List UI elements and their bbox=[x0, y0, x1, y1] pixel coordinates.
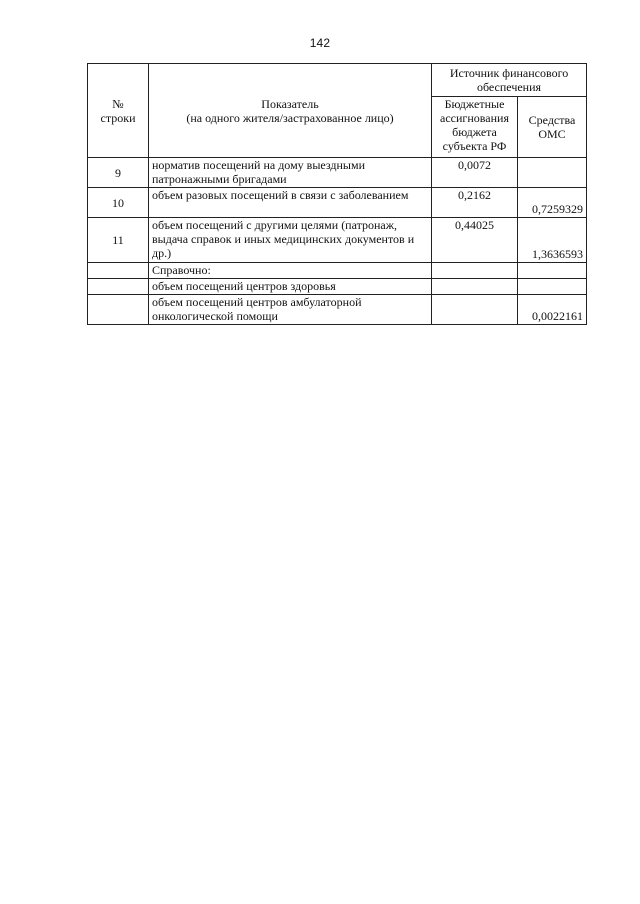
header-budget bbox=[432, 97, 518, 158]
table-row bbox=[88, 263, 587, 279]
row-oms: 1,3636593 bbox=[518, 218, 587, 263]
table-row bbox=[88, 295, 587, 325]
header-oms bbox=[518, 97, 587, 158]
header-budget-text: Бюджетные ассигнования бюджета субъекта РФ bbox=[440, 97, 509, 153]
row-budget bbox=[432, 279, 518, 295]
header-row-number bbox=[88, 64, 149, 158]
row-number: 10 bbox=[88, 188, 149, 218]
header-indicator bbox=[149, 64, 432, 158]
table-row bbox=[88, 158, 587, 188]
row-budget bbox=[432, 263, 518, 279]
row-indicator: Справочно: bbox=[149, 263, 432, 279]
header-funding-source bbox=[432, 64, 587, 97]
row-number: 11 bbox=[88, 218, 149, 263]
header-row-number-text: № строки bbox=[100, 96, 136, 125]
row-budget: 0,0072 bbox=[432, 158, 518, 188]
row-indicator: норматив посещений на дому выездными патронажными бригадами bbox=[149, 158, 432, 188]
table-row bbox=[88, 218, 587, 263]
row-budget: 0,2162 bbox=[432, 188, 518, 218]
table-header-row bbox=[88, 64, 587, 97]
row-budget bbox=[432, 295, 518, 325]
table-row bbox=[88, 279, 587, 295]
row-oms bbox=[518, 279, 587, 295]
row-indicator: объем разовых посещений в связи с заболеванием bbox=[149, 188, 432, 218]
row-oms bbox=[518, 158, 587, 188]
row-oms bbox=[518, 263, 587, 279]
funding-table bbox=[87, 63, 587, 325]
row-oms: 0,0022161 bbox=[518, 295, 587, 325]
row-number bbox=[88, 263, 149, 279]
table-row bbox=[88, 188, 587, 218]
row-indicator: объем посещений центров амбулаторной онкологической помощи bbox=[149, 295, 432, 325]
row-indicator: объем посещений с другими целями (патронаж, выдача справок и иных медицинских документов и др.) bbox=[149, 218, 432, 263]
header-indicator-text: Показатель (на одного жителя/застрахованное лицо) bbox=[186, 96, 394, 125]
row-budget: 0,44025 bbox=[432, 218, 518, 263]
header-oms-text: Средства ОМС bbox=[528, 113, 576, 141]
row-number bbox=[88, 295, 149, 325]
row-number bbox=[88, 279, 149, 295]
row-oms: 0,7259329 bbox=[518, 188, 587, 218]
header-funding-source-text: Источник финансового обеспечения bbox=[449, 66, 569, 94]
row-indicator: объем посещений центров здоровья bbox=[149, 279, 432, 295]
row-number: 9 bbox=[88, 158, 149, 188]
page-number: 142 bbox=[309, 36, 331, 50]
